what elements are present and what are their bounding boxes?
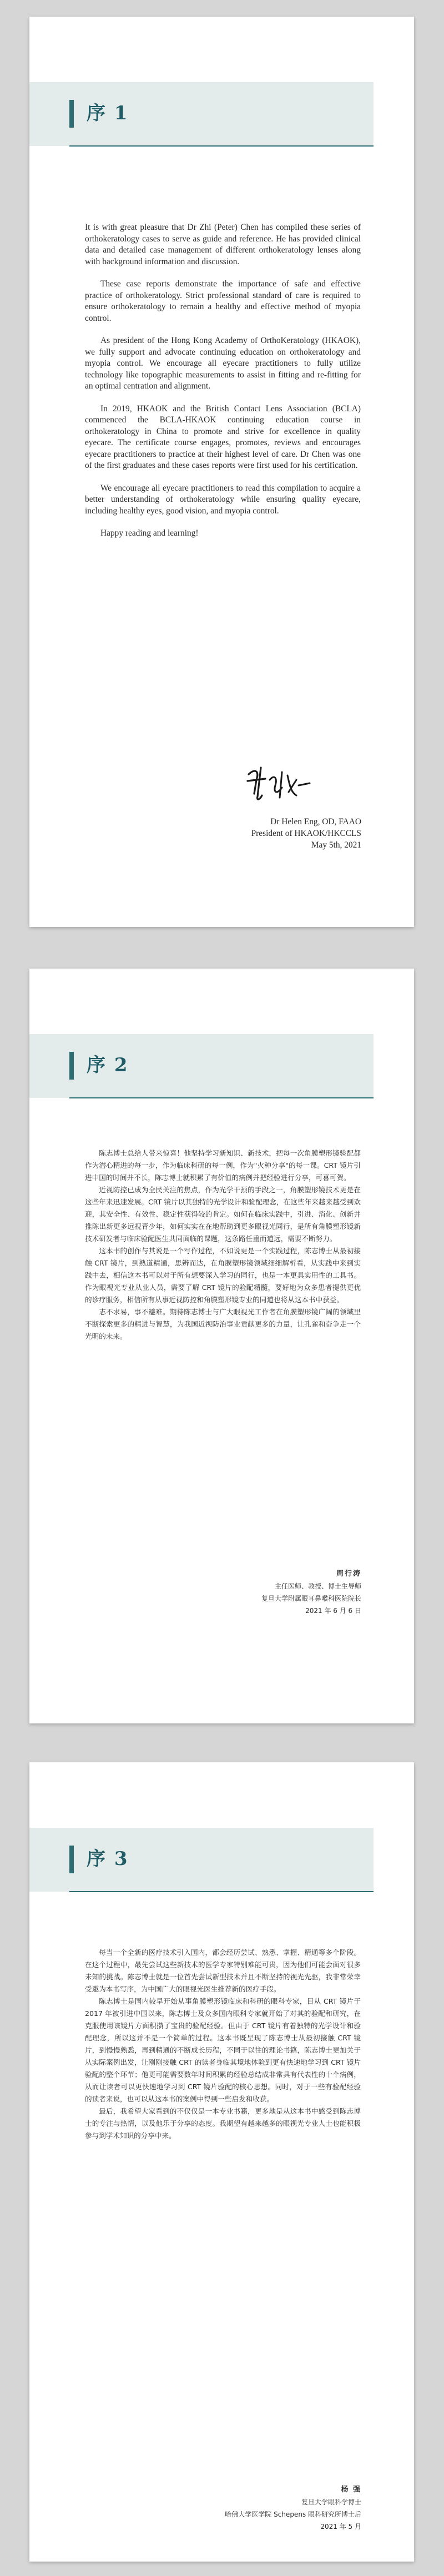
signature-block: [225, 2484, 361, 2533]
signer-title: President of HKAOK/HKCCLS: [251, 829, 361, 838]
signer-title: 主任医师、教授、博士生导师: [274, 1582, 361, 1590]
title-accent-bar: [69, 100, 74, 128]
paragraph: Happy reading and learning!: [100, 528, 199, 538]
signature-date: 2021 年 6 月 6 日: [305, 1607, 361, 1615]
signature-date: 2021 年 5 月: [320, 2523, 361, 2530]
paragraph: We encourage all eyecare practitioners to read this compilation to acquire a better understanding of orthokeratology while ensuring quality eyecare, including healthy eyes, good vision, and myopia control.: [85, 483, 361, 516]
handwritten-signature: [243, 763, 315, 808]
signature-date: May 5th, 2021: [311, 840, 361, 850]
preface-body: [85, 222, 361, 551]
page-title: 序 2: [87, 1054, 129, 1076]
preface-page-1: [29, 17, 414, 927]
paragraph: In 2019, HKAOK and the British Contact Lens Association (BCLA) commenced the BCLA-HKAOK continuing education course in orthokeratology in China to promote and strive for excellence in quality eyecare. The certificate course engages, promotes, reviews and encourages eyecare practitioners to practice at their highest level of care. Dr Chen was one of the first graduates and these cases reports were first used for his certification.: [85, 404, 361, 470]
paragraph: 陈志博士总给人带来惊喜！他坚持学习新知识、新技术，把每一次角膜塑形镜验配都作为潜心精进的每一步，作为临床科研的每一例，作为"火种分享"的每一课。CRT 镜片引进中国的时间并不长，陈志博士就积累了有价值的病例并把经验进行分享，可喜可贺。: [85, 1149, 361, 1182]
signer-name: 周行涛: [336, 1570, 361, 1578]
paragraph: These case reports demonstrate the importance of safe and effective practice of orthokeratology. Strict professional standard of care is required to ensure orthokeratology to remain a healthy and effective method of myopia control.: [85, 279, 361, 323]
paragraph: 每当一个全新的医疗技术引入国内，都会经历尝试、熟悉、掌握、精通等多个阶段。在这个过程中，最先尝试这些新技术的医学专家特别难能可贵，因为他们可能会面对很多未知的挑战。陈志博士就是一位首先尝试新型技术并且不断坚持的视光先驱，我非常荣幸受邀为本书写序，为中国广大的眼视光医生推荐新的医疗手段。: [85, 1948, 361, 1993]
signer-affiliation: 哈佛大学医学院 Schepens 眼科研究所博士后: [225, 2511, 361, 2518]
title-band: [29, 1034, 374, 1098]
page-title: 序 3: [87, 1848, 129, 1870]
preface-page-2: [29, 969, 414, 1723]
signature-block: [251, 816, 361, 851]
preface-page-3: [29, 1762, 414, 2562]
paragraph: It is with great pleasure that Dr Zhi (Peter) Chen has compiled these series of orthokeratology cases to serve as guide and reference. He has provided clinical data and detailed case management of different orthokeratology lenses along with background information and discussion.: [85, 223, 361, 266]
paragraph: 最后，我希望大家看到的不仅仅是一本专业书籍，更多地是从这本书中感受到陈志博士的专注与热情，以及他乐于分享的态度。我期望有越来越多的眼视光专业人士也能积极参与到学术知识的分享中来。: [85, 2107, 361, 2140]
title-rule: [69, 1891, 374, 1892]
signer-name: 杨 强: [341, 2486, 361, 2494]
page-title: 序 1: [87, 102, 129, 124]
signer-affiliation: 复旦大学附属眼耳鼻喉科医院院长: [261, 1595, 361, 1602]
title-accent-bar: [69, 1052, 74, 1080]
title-accent-bar: [69, 1846, 74, 1873]
title-rule: [69, 1097, 374, 1098]
paragraph: 近视防控已成为全民关注的焦点，作为光学干预的手段之一，角膜塑形镜技术更是在这些年来迅速发展。CRT 镜片以其独特的光学设计和验配理念，在这些年来越来越受到欢迎，其安全性、有效性、稳定性获得较的肯定。如何在临床实践中，引进、消化、创新并推陈出新更多远视青少年，如何实实在在地帮助到更多眼视光同行，是所有角膜塑形镜新技术研发者与临床验配医生共同面临的课题，这条路任重而道远，需要不断努力。: [85, 1186, 361, 1243]
title-rule: [69, 145, 374, 147]
signer-title: 复旦大学眼科学博士: [301, 2498, 361, 2506]
signature-block: [261, 1568, 361, 1617]
preface-body: [85, 1947, 361, 2142]
paragraph: 这本书的创作与其说是一个写作过程，不如说更是一个实践过程，陈志博士从最初接触 CRT 镜片，到熟道精通，思辨而达，在角膜塑形镜领域细细解析看，从实践中来到实践中去，相信这本书可以对于所有想要深入学习的同行，也是一本更具实用性的工具书。作为眼视光专业从业人员，需要了解 CRT 镜片的验配精髓，要好地为众多患者提供更优的诊疗服务，相信所有从事近视防控和角膜塑形镜专业的同道也将从这本书中获益。: [85, 1247, 361, 1304]
paragraph: 陈志博士是国内较早开始从事角膜塑形镜临床和科研的眼科专家，目从 CRT 镜片于 2017 年被引进中国以来，陈志博士及众多国内眼科专家就开始了对其的验配和研究，在克服使用该镜片方面积攒了宝贵的验配经验。但由于 CRT 镜片有着独特的光学设计和验配理念，所以这并不是一个简单的过程。这本书既呈现了陈志博士从最初接触 CRT 镜片，到慢慢熟悉，再到精通的不断成长历程，不同于以往的理论书籍，陈志博士更加关于从实际案例出发，让刚刚接触 CRT 的读者身临其境地体验到更有快速地学习到 CRT 镜片验配的整个环节；他更可能需要数年时间积累的经验总结成非常具有代表性的十个病例，从而让读者可以更快速地学习到 CRT 镜片验配的核心思想。同时，对于一些有验配经验的读者来说，也可以从这本书的案例中得到一些启发和收获。: [85, 1997, 361, 2103]
preface-body: [85, 1147, 361, 1343]
title-band: [29, 1828, 374, 1892]
signer-name: Dr Helen Eng, OD, FAAO: [270, 817, 361, 826]
paragraph: As president of the Hong Kong Academy of OrthoKeratology (HKAOK), we fully support and advocate continuing education on orthokeratology and myopia control. We encourage all eyecare practitioners to fully utilize technology like topographic measurements to assist in fitting and re-fitting for an optimal centration and alignment.: [85, 336, 361, 391]
paragraph: 志不求易，事不避难。期待陈志博士与广大眼视光工作者在角膜塑形镜广阔的领域里不断探索更多的精进与智慧，为我国近视防治事业贡献更多的力量，让孔雀和奋争走一个光明的未来。: [85, 1308, 361, 1340]
title-band: [29, 82, 374, 146]
